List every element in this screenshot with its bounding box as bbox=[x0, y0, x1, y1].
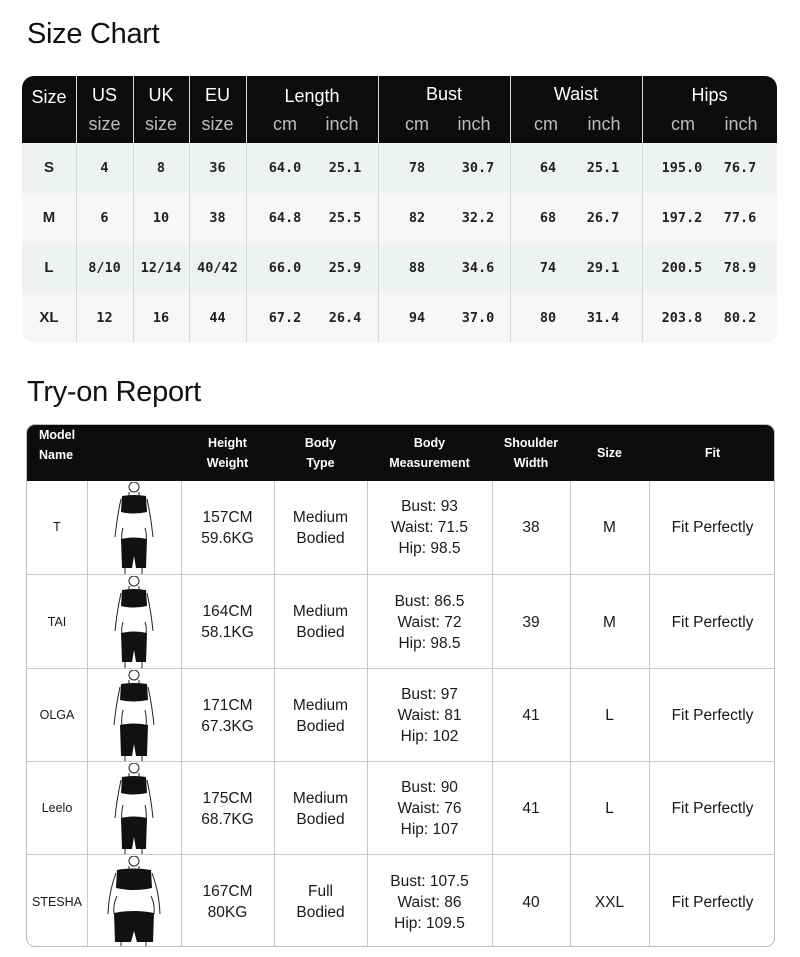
column-divider bbox=[181, 481, 182, 946]
body-type: Full Bodied bbox=[296, 883, 345, 921]
header-body-type: Body Type bbox=[304, 436, 337, 470]
cell-size: S bbox=[43, 159, 54, 176]
cell-uk: 12/14 bbox=[140, 260, 182, 276]
fit-result: Fit Perfectly bbox=[671, 893, 754, 911]
cell-us: 8/10 bbox=[88, 260, 121, 276]
cell-uk: 10 bbox=[152, 210, 170, 226]
body-measurement: Bust: 93 Waist: 71.5 Hip: 98.5 bbox=[391, 498, 468, 557]
column-divider bbox=[378, 76, 379, 342]
body-measurement: Bust: 97 Waist: 81 Hip: 102 bbox=[397, 686, 462, 745]
header-us-sub: size bbox=[88, 114, 121, 134]
cell-us: 12 bbox=[96, 310, 113, 326]
column-divider bbox=[642, 76, 643, 342]
height-weight: 164CM 58.1KG bbox=[201, 603, 254, 641]
body-figure-icon bbox=[99, 856, 169, 947]
header-eu-sub: size bbox=[201, 114, 234, 134]
header-bust: Bust bbox=[425, 84, 463, 104]
cell-waist-cm: 74 bbox=[539, 260, 557, 276]
column-divider bbox=[133, 76, 134, 342]
cell-us: 4 bbox=[100, 160, 109, 176]
cell-eu: 44 bbox=[209, 310, 226, 326]
header-waist-cm: cm bbox=[534, 114, 558, 134]
body-type: Medium Bodied bbox=[292, 696, 349, 735]
cell-length-inch: 25.9 bbox=[328, 260, 362, 276]
cell-hips-inch: 78.9 bbox=[723, 260, 757, 276]
header-fit: Fit bbox=[704, 446, 721, 460]
body-figure-icon bbox=[99, 763, 169, 855]
model-figure bbox=[87, 762, 181, 855]
table-row bbox=[22, 293, 777, 342]
header-size: Size bbox=[31, 87, 67, 107]
model-size: M bbox=[603, 519, 616, 536]
cell-length-inch: 26.4 bbox=[328, 310, 362, 326]
header-hips-cm: cm bbox=[671, 114, 695, 134]
body-measurement: Bust: 107.5 Waist: 86 Hip: 109.5 bbox=[390, 872, 469, 932]
table-row bbox=[27, 668, 775, 762]
column-divider bbox=[87, 481, 88, 946]
cell-waist-inch: 26.7 bbox=[586, 210, 620, 226]
size-chart-title: Size Chart bbox=[27, 18, 160, 50]
shoulder-width: 41 bbox=[522, 800, 540, 817]
table-row bbox=[27, 854, 775, 947]
cell-waist-cm: 68 bbox=[539, 210, 557, 226]
body-figure-icon bbox=[99, 482, 169, 574]
body-figure-icon bbox=[99, 670, 169, 762]
cell-hips-cm: 203.8 bbox=[661, 310, 703, 326]
fit-result: Fit Perfectly bbox=[671, 613, 754, 631]
cell-hips-inch: 76.7 bbox=[723, 160, 757, 176]
table-row bbox=[22, 143, 777, 193]
cell-bust-cm: 88 bbox=[408, 260, 426, 276]
cell-hips-cm: 197.2 bbox=[661, 210, 703, 226]
model-figure bbox=[87, 575, 181, 669]
header-bust-cm: cm bbox=[405, 114, 429, 134]
cell-hips-inch: 77.6 bbox=[723, 210, 757, 226]
size-chart-table bbox=[22, 76, 777, 342]
column-divider bbox=[492, 481, 493, 946]
model-name: Leelo bbox=[41, 801, 73, 815]
cell-bust-cm: 82 bbox=[408, 210, 426, 226]
model-name: TAI bbox=[47, 614, 67, 629]
cell-hips-cm: 195.0 bbox=[661, 160, 703, 176]
column-divider bbox=[367, 481, 368, 946]
column-divider bbox=[510, 76, 511, 342]
header-uk: UK bbox=[148, 85, 174, 105]
table-row bbox=[27, 481, 775, 574]
cell-length-inch: 25.5 bbox=[328, 210, 362, 226]
tryon-report-table bbox=[26, 424, 775, 947]
cell-uk: 16 bbox=[152, 310, 170, 326]
column-divider bbox=[76, 76, 77, 342]
body-type: Medium Bodied bbox=[292, 603, 349, 641]
cell-bust-inch: 34.6 bbox=[461, 260, 495, 276]
header-eu: EU bbox=[204, 85, 230, 105]
header-hips: Hips bbox=[691, 85, 728, 105]
shoulder-width: 39 bbox=[522, 613, 540, 631]
header-uk-sub: size bbox=[144, 114, 177, 134]
tryon-report-header bbox=[27, 425, 775, 481]
tryon-report-title: Try-on Report bbox=[27, 376, 201, 408]
fit-result: Fit Perfectly bbox=[671, 800, 754, 817]
cell-size: M bbox=[42, 209, 56, 226]
table-row bbox=[22, 243, 777, 293]
column-divider bbox=[189, 76, 190, 342]
table-row bbox=[22, 193, 777, 243]
shoulder-width: 41 bbox=[522, 707, 540, 724]
height-weight: 175CM 68.7KG bbox=[201, 789, 254, 828]
header-length: Length bbox=[284, 86, 340, 106]
cell-bust-cm: 78 bbox=[408, 160, 426, 176]
cell-waist-inch: 29.1 bbox=[586, 260, 620, 276]
model-size: M bbox=[603, 613, 616, 631]
cell-size: L bbox=[44, 259, 54, 276]
column-divider bbox=[274, 481, 275, 946]
cell-eu: 36 bbox=[209, 160, 226, 176]
model-figure bbox=[87, 481, 181, 574]
cell-bust-inch: 30.7 bbox=[461, 160, 495, 176]
cell-uk: 8 bbox=[156, 160, 166, 176]
body-measurement: Bust: 86.5 Waist: 72 Hip: 98.5 bbox=[394, 592, 465, 652]
model-name: T bbox=[53, 520, 61, 534]
body-type: Medium Bodied bbox=[292, 789, 349, 828]
header-us: US bbox=[91, 85, 117, 105]
height-weight: 171CM 67.3KG bbox=[201, 696, 254, 735]
header-waist: Waist bbox=[553, 84, 599, 104]
header-bust-inch: inch bbox=[457, 114, 491, 134]
cell-hips-inch: 80.2 bbox=[723, 310, 757, 326]
cell-eu: 40/42 bbox=[197, 260, 238, 276]
body-measurement: Bust: 90 Waist: 76 Hip: 107 bbox=[397, 779, 462, 838]
column-divider bbox=[649, 481, 650, 946]
cell-length-cm: 64.8 bbox=[268, 210, 302, 226]
header-waist-inch: inch bbox=[587, 114, 621, 134]
body-type: Medium Bodied bbox=[292, 508, 349, 547]
cell-waist-inch: 31.4 bbox=[586, 310, 620, 326]
cell-length-cm: 67.2 bbox=[268, 310, 302, 326]
header-length-inch: inch bbox=[325, 114, 359, 134]
header-size: Size bbox=[596, 446, 622, 460]
size-chart-header bbox=[22, 76, 777, 143]
fit-result: Fit Perfectly bbox=[671, 707, 754, 724]
column-divider bbox=[570, 481, 571, 946]
model-size: L bbox=[605, 707, 614, 724]
model-figure bbox=[87, 669, 181, 762]
model-figure bbox=[87, 855, 181, 947]
cell-length-inch: 25.1 bbox=[328, 160, 362, 176]
table-row bbox=[27, 761, 775, 855]
header-height-weight: Height Weight bbox=[206, 436, 249, 470]
header-shoulder-width: Shoulder Width bbox=[503, 436, 559, 470]
header-body-measurement: Body Measurement bbox=[389, 436, 470, 470]
shoulder-width: 40 bbox=[522, 893, 540, 911]
column-divider bbox=[246, 76, 247, 342]
cell-waist-inch: 25.1 bbox=[586, 160, 620, 176]
cell-length-cm: 66.0 bbox=[268, 260, 302, 276]
cell-us: 6 bbox=[100, 210, 109, 226]
header-length-cm: cm bbox=[273, 114, 297, 134]
model-size: L bbox=[605, 800, 614, 817]
header-hips-inch: inch bbox=[724, 114, 758, 134]
header-model-name: Model Name bbox=[39, 428, 76, 462]
cell-eu: 38 bbox=[209, 210, 226, 226]
height-weight: 157CM 59.6KG bbox=[201, 508, 254, 547]
cell-bust-inch: 32.2 bbox=[461, 210, 495, 226]
cell-waist-cm: 80 bbox=[539, 310, 557, 326]
cell-size: XL bbox=[39, 309, 59, 326]
shoulder-width: 38 bbox=[522, 519, 540, 536]
model-name: OLGA bbox=[39, 708, 75, 722]
table-row bbox=[27, 574, 775, 669]
model-name: STESHA bbox=[31, 894, 82, 909]
height-weight: 167CM 80KG bbox=[202, 883, 253, 921]
cell-hips-cm: 200.5 bbox=[661, 260, 703, 276]
model-size: XXL bbox=[594, 893, 625, 911]
cell-bust-inch: 37.0 bbox=[461, 310, 495, 326]
body-figure-icon bbox=[99, 576, 169, 668]
fit-result: Fit Perfectly bbox=[671, 519, 754, 536]
cell-waist-cm: 64 bbox=[539, 160, 557, 176]
cell-length-cm: 64.0 bbox=[268, 160, 302, 176]
cell-bust-cm: 94 bbox=[408, 310, 426, 326]
